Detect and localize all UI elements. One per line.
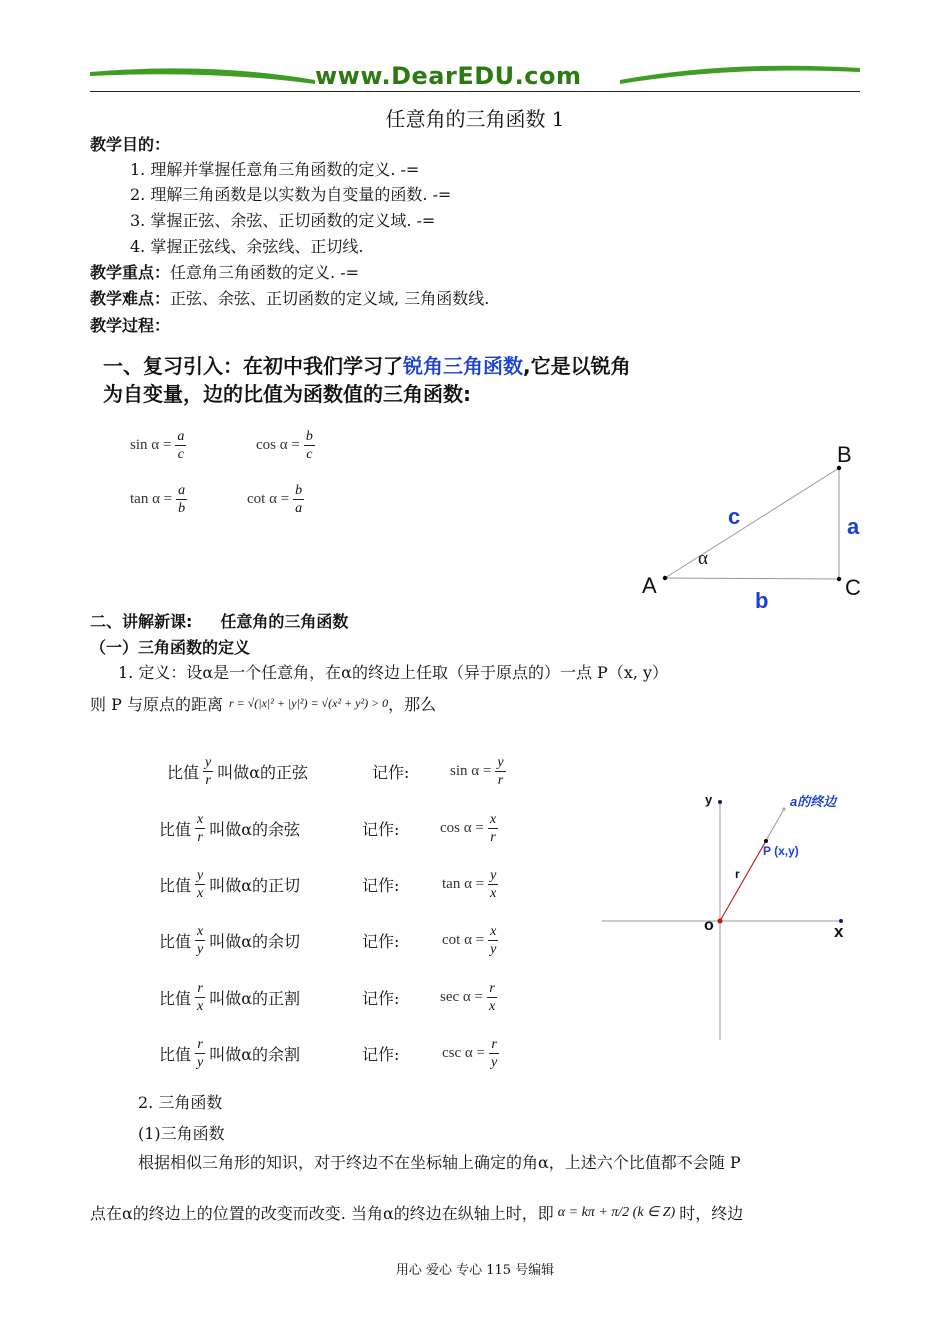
- formula-cot: cot α = $\frac{b}{a}$: [247, 483, 303, 516]
- section-2-heading: 2. 三角函数: [138, 1093, 223, 1112]
- fraction: $\frac{b}{c}$: [305, 429, 313, 462]
- side-a-label: a: [847, 514, 860, 539]
- new-lesson-heading: 二、讲解新课: 任意角的三角函数: [90, 612, 349, 631]
- ratio-row-cos: 比值 $\frac{x}{r}$ 叫做α的余弦: [159, 812, 301, 845]
- ratio-note: 记作:: [362, 876, 400, 895]
- origin-label: o: [704, 917, 714, 934]
- page-footer: 用心 爱心 专心 115 号编辑: [395, 1263, 555, 1278]
- review-line-2: 为自变量，边的比值为函数值的三角函数:: [103, 382, 471, 406]
- definition-line-1: 1. 定义：设α是一个任意角，在α的终边上任取（异于原点的）一点 P（x, y）: [118, 663, 669, 682]
- objectives-heading: 教学目的：: [90, 135, 171, 154]
- ratio-formula-cot: cot α = $\frac{x}{y}$: [442, 924, 497, 957]
- kpi-formula: α = kπ + π/2 (k ∈ Z): [557, 1205, 676, 1220]
- review-line-1: [103, 350, 631, 379]
- review-line1-a: 一、复习引入：在初中我们学习了: [103, 354, 403, 378]
- paragraph-1: 根据相似三角形的知识，对于终边不在坐标轴上确定的角α，上述六个比值都不会随 P: [138, 1153, 741, 1172]
- terminal-side-label: a的终边: [790, 794, 837, 809]
- ratio-formula-sec: sec α = $\frac{r}{x}$: [440, 981, 496, 1014]
- section-2-1-heading: (1)三角函数: [138, 1124, 225, 1143]
- definition-line-2: 则 P 与原点的距离 r = √(|x|² + |y|²) = √(x² + y²) > 0 ，那么: [90, 695, 437, 714]
- ratio-note: 记作:: [372, 763, 410, 782]
- fraction: $\frac{b}{a}$: [295, 483, 303, 516]
- fraction: $\frac{a}{b}$: [178, 483, 186, 516]
- distance-formula: r = √(|x|² + |y|²) = √(x² + y²) > 0: [228, 696, 389, 710]
- ratio-row-sec: 比值 $\frac{r}{x}$ 叫做α的正割: [159, 981, 301, 1014]
- formula-cos: cos α = $\frac{b}{c}$: [256, 429, 313, 462]
- formula-sin: sin α = $\frac{a}{c}$: [130, 429, 185, 462]
- difficulty-text: 正弦、余弦、正切函数的定义域, 三角函数线.: [170, 289, 490, 308]
- ratio-formula-cos: cos α = $\frac{x}{r}$: [440, 812, 497, 845]
- difficulty-label: 教学难点：: [90, 289, 171, 308]
- key-point: [90, 260, 359, 283]
- ratio-formula-csc: csc α = $\frac{r}{y}$: [442, 1037, 498, 1070]
- x-axis-label: x: [834, 922, 844, 941]
- y-axis-label: y: [705, 792, 713, 807]
- key-point-label: 教学重点：: [90, 263, 171, 282]
- objective-item: 2. 理解三角函数是以实数为自变量的函数. -=: [130, 185, 452, 204]
- page-title: 任意角的三角函数 1: [385, 107, 565, 131]
- point-p-label: P (x,y): [763, 844, 799, 858]
- coordinate-axes-diagram: [600, 790, 860, 1045]
- side-b-label: b: [755, 588, 769, 613]
- review-line1-b: ,它是以锐角: [523, 354, 631, 378]
- ratio-row-csc: 比值 $\frac{r}{y}$ 叫做α的余割: [159, 1037, 301, 1070]
- vertex-b-label: B: [837, 442, 852, 467]
- ratio-row-tan: 比值 $\frac{y}{x}$ 叫做α的正切: [159, 868, 301, 901]
- objective-item: 1. 理解并掌握任意角三角函数的定义. -=: [130, 160, 420, 179]
- ratio-note: 记作:: [362, 1045, 400, 1064]
- header-rule: [90, 91, 860, 92]
- ratio-formula-tan: tan α = $\frac{y}{x}$: [442, 868, 497, 901]
- difficulty: [90, 286, 489, 309]
- vertex-a-label: A: [642, 573, 657, 598]
- side-c-label: c: [728, 504, 741, 529]
- radius-label: r: [735, 867, 740, 881]
- ratio-formula-sin: sin α = $\frac{y}{r}$: [450, 755, 504, 788]
- review-highlight: 锐角三角函数: [403, 354, 523, 378]
- definition-subheading: （一）三角函数的定义: [90, 638, 251, 657]
- objective-item: 4. 掌握正弦线、余弦线、正切线.: [130, 237, 364, 256]
- fraction: $\frac{a}{c}$: [177, 429, 185, 462]
- ratio-note: 记作:: [362, 932, 400, 951]
- key-point-text: 任意角三角函数的定义. -=: [170, 263, 360, 282]
- objective-item: 3. 掌握正弦、余弦、正切函数的定义域. -=: [130, 211, 436, 230]
- ratio-note: 记作:: [362, 820, 400, 839]
- process-label: 教学过程：: [90, 316, 171, 335]
- formula-tan: tan α = $\frac{a}{b}$: [130, 483, 186, 516]
- vertex-c-label: C: [845, 575, 861, 600]
- ratio-note: 记作:: [362, 989, 400, 1008]
- header-banner-text[interactable]: www.DearEDU.com: [315, 62, 582, 90]
- angle-alpha-label: α: [698, 548, 708, 569]
- ratio-row-cot: 比值 $\frac{x}{y}$ 叫做α的余切: [159, 924, 301, 957]
- paragraph-2: 点在α的终边上的位置的改变而改变. 当角α的终边在纵轴上时，即 α = kπ + π/2 (k ∈ Z) 时，终边: [90, 1204, 744, 1223]
- ratio-row-sin: 比值 $\frac{y}{r}$ 叫做α的正弦: [167, 755, 309, 788]
